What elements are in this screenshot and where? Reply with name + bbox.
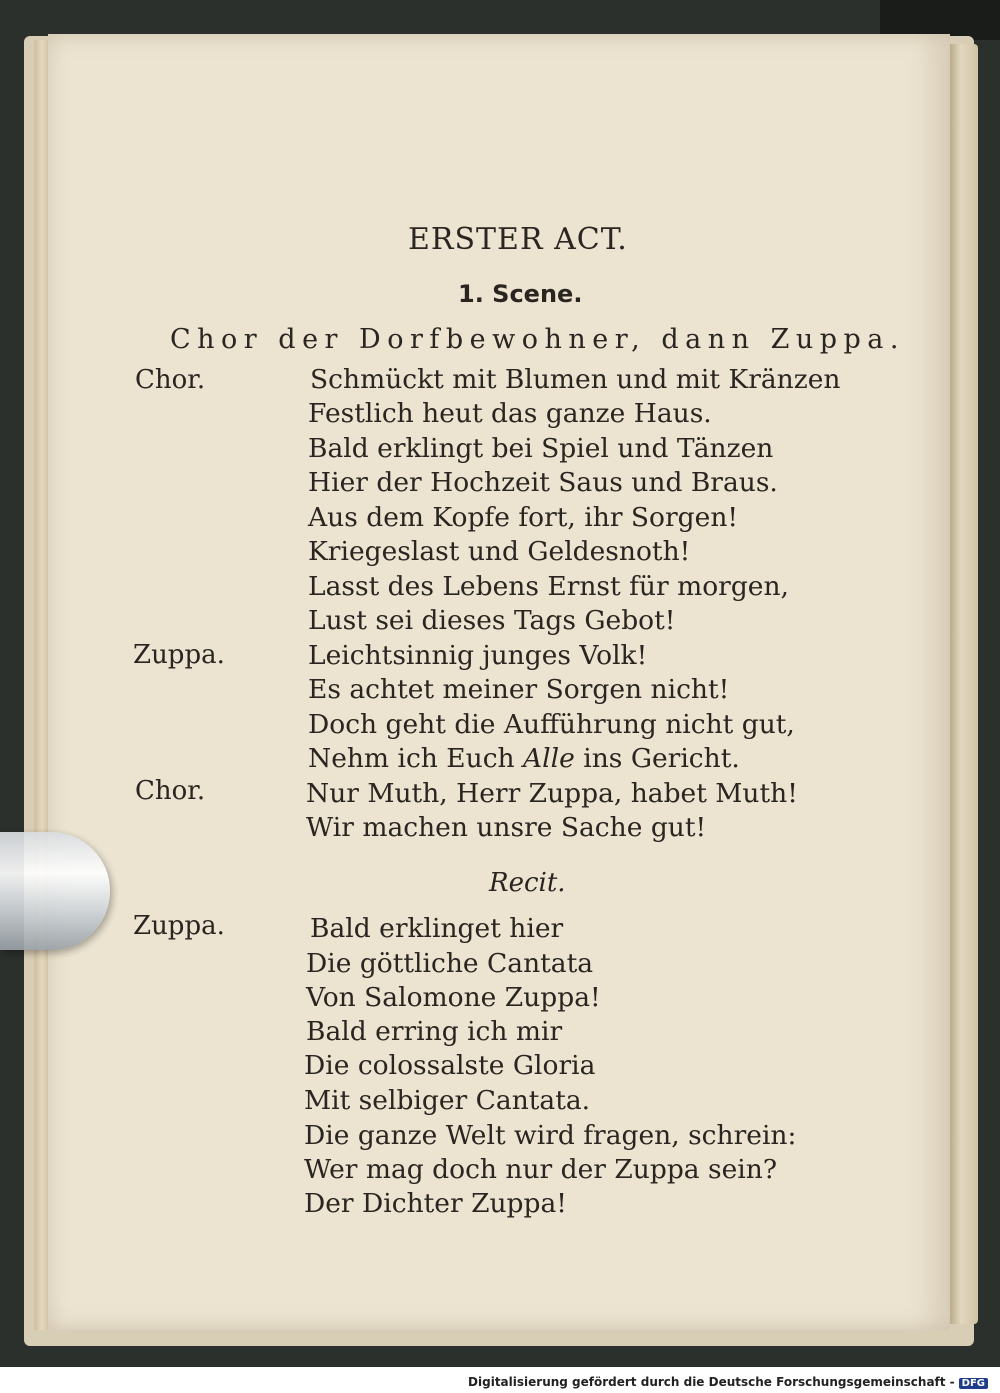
verse-line: Die ganze Welt wird fragen, schrein:: [304, 1120, 797, 1151]
scene-title: 1. Scene.: [458, 280, 583, 308]
verse-line: Wir machen unsre Sache gut!: [306, 812, 707, 843]
verse-line: Wer mag doch nur der Zuppa sein?: [304, 1154, 778, 1185]
speaker-label: Zuppa.: [133, 640, 225, 670]
verse-line: Lust sei dieses Tags Gebot!: [308, 605, 676, 636]
stage-direction: Recit.: [489, 868, 566, 898]
verse-line: Nur Muth, Herr Zuppa, habet Muth!: [306, 778, 798, 809]
verse-text: Nehm ich Euch: [308, 743, 524, 774]
verse-line: [308, 743, 740, 774]
verse-line: Hier der Hochzeit Saus und Braus.: [308, 467, 778, 498]
dfg-logo: DFG: [959, 1378, 988, 1389]
verse-line: Leichtsinnig junges Volk!: [308, 640, 648, 671]
verse-line: Bald erklingt bei Spiel und Tänzen: [308, 433, 774, 464]
verse-line: Bald erklinget hier: [310, 913, 564, 944]
act-title: ERSTER ACT.: [408, 222, 628, 257]
verse-line: Von Salomone Zuppa!: [306, 982, 601, 1013]
verse-line: Die göttliche Cantata: [306, 948, 594, 979]
speaker-label: Chor.: [135, 365, 206, 395]
verse-line: Kriegeslast und Geldesnoth!: [308, 536, 691, 567]
verse-line: Bald erring ich mir: [306, 1016, 563, 1047]
verse-line: Der Dichter Zuppa!: [304, 1188, 567, 1219]
verse-line: Schmückt mit Blumen und mit Kränzen: [310, 364, 841, 395]
footer-credit: [468, 1375, 988, 1389]
verse-line: Es achtet meiner Sorgen nicht!: [308, 674, 730, 705]
verse-line: Festlich heut das ganze Haus.: [308, 398, 712, 429]
speaker-label: Zuppa.: [133, 911, 225, 941]
verse-text: ins Gericht.: [574, 743, 740, 774]
speaker-label: Chor.: [135, 776, 206, 806]
verse-line: Die colossalste Gloria: [304, 1050, 596, 1081]
verse-line: Mit selbiger Cantata.: [304, 1085, 591, 1116]
footer-text: Digitalisierung gefördert durch die Deutsche Forschungsgemeinschaft -: [468, 1375, 955, 1389]
emphasis-text: Alle: [523, 743, 575, 774]
cast-line: Chor der Dorfbewohner, dann Zuppa.: [170, 324, 905, 355]
verse-line: Lasst des Lebens Ernst für morgen,: [308, 571, 789, 602]
book-right-edge: [950, 44, 978, 1324]
verse-line: Doch geht die Aufführung nicht gut,: [308, 709, 795, 740]
verse-line: Aus dem Kopfe fort, ihr Sorgen!: [308, 502, 739, 533]
